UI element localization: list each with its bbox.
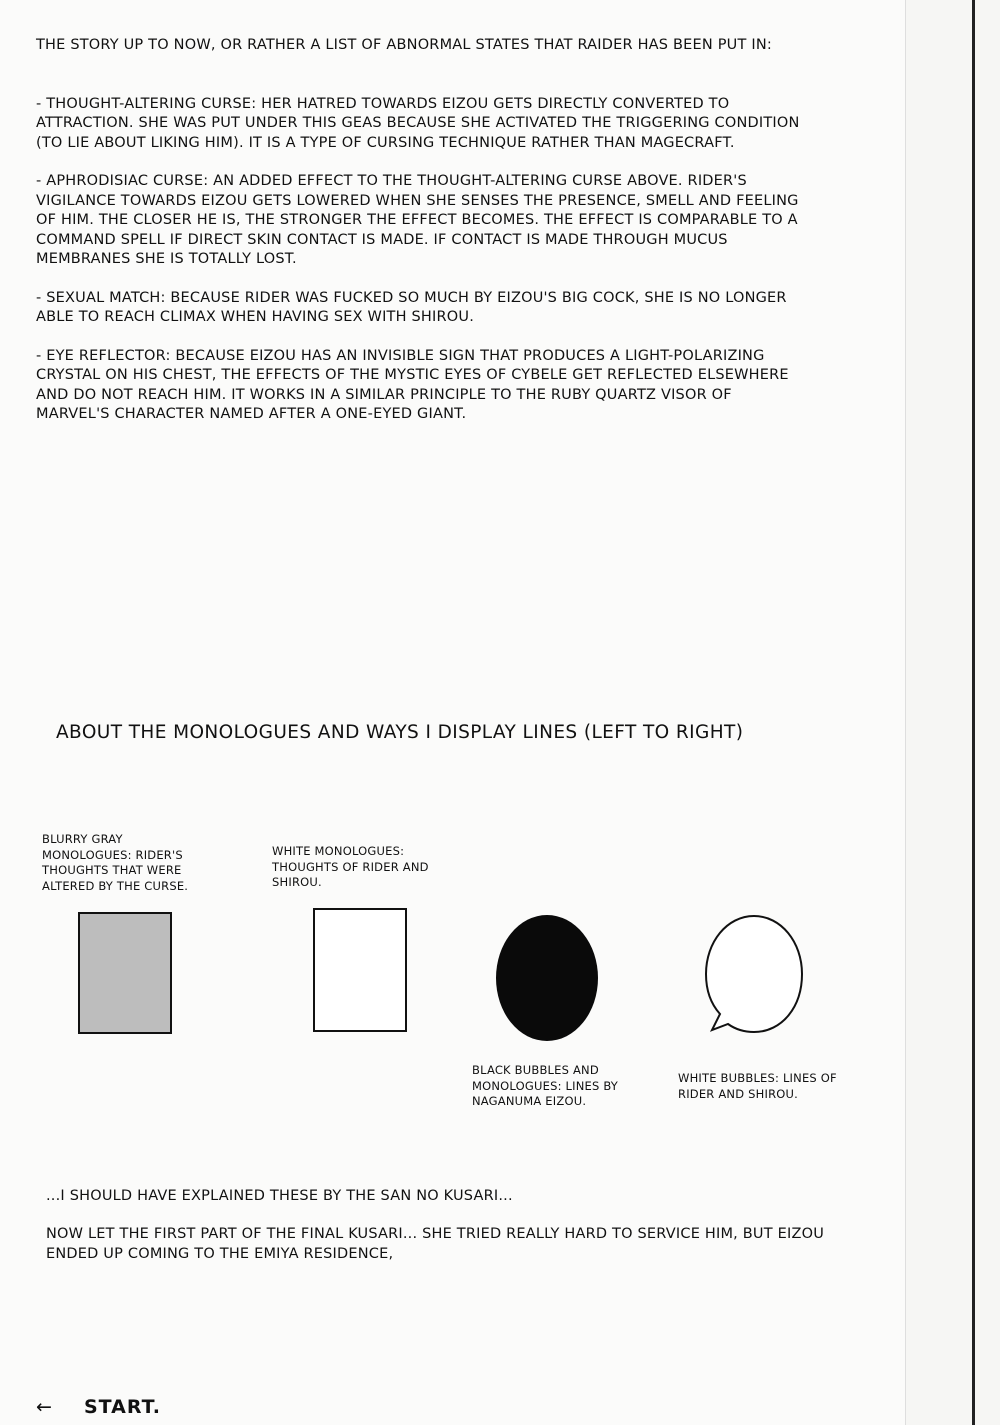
gray-monologue-sample — [78, 912, 172, 1034]
footer-note: ...I SHOULD HAVE EXPLAINED THESE BY THE SAN NO KUSARI... — [46, 1188, 513, 1204]
black-bubble-label: BLACK BUBBLES AND MONOLOGUES: LINES BY NAGANUMA EIZOU. — [472, 1063, 619, 1108]
intro-section — [36, 36, 806, 444]
page-binding-line — [972, 0, 975, 1425]
intro-item: - SEXUAL MATCH: BECAUSE RIDER WAS FUCKED SO MUCH BY EIZOU'S BIG COCK, SHE IS NO LONGER ABLE TO REACH CLIMAX WHEN HAVING SEX WITH SHIROU. — [36, 289, 787, 325]
white-monologue-sample — [313, 908, 407, 1032]
intro-title: THE STORY UP TO NOW, OR RATHER A LIST OF ABNORMAL STATES THAT RAIDER HAS BEEN PUT IN: — [36, 37, 772, 53]
start-marker — [36, 1396, 161, 1418]
intro-item: - THOUGHT-ALTERING CURSE: HER HATRED TOWARDS EIZOU GETS DIRECTLY CONVERTED TO ATTRACTION. SHE WAS PUT UNDER THIS GEAS BECAUSE SHE ACTIVATED THE TRIGGERING CONDITION (TO LIE ABOUT LIKING HIM). IT IS A TYPE OF CURSING TECHNIQUE RATHER THAN MAGECRAFT. — [36, 95, 800, 151]
footer-continuation: NOW LET THE FIRST PART OF THE FINAL KUSARI... SHE TRIED REALLY HARD TO SERVICE HIM, BUT EIZOU ENDED UP COMING TO THE EMIYA RESIDENCE, — [46, 1226, 825, 1262]
legend-heading: ABOUT THE MONOLOGUES AND WAYS I DISPLAY LINES (LEFT TO RIGHT) — [56, 722, 744, 743]
intro-item: - EYE REFLECTOR: BECAUSE EIZOU HAS AN INVISIBLE SIGN THAT PRODUCES A LIGHT-POLARIZING CRYSTAL ON HIS CHEST, THE EFFECTS OF THE MYSTIC EYES OF CYBELE GET REFLECTED ELSEWHERE AND DO NOT REACH HIM. IT WORKS IN A SIMILAR PRINCIPLE TO THE RUBY QUARTZ VISOR OF MARVEL'S CHARACTER NAMED AFTER A ONE-EYED GIANT. — [36, 347, 789, 422]
page-edge — [905, 0, 1000, 1425]
white-speech-bubble-sample — [704, 914, 804, 1038]
black-bubble-sample — [496, 915, 598, 1041]
white-bubble-label: WHITE BUBBLES: LINES OF RIDER AND SHIROU. — [678, 1071, 837, 1101]
start-label: START. — [84, 1396, 161, 1418]
left-arrow-icon: ← — [36, 1396, 53, 1418]
white-monologue-label: WHITE MONOLOGUES: THOUGHTS OF RIDER AND SHIROU. — [272, 844, 429, 889]
intro-item: - APHRODISIAC CURSE: AN ADDED EFFECT TO THE THOUGHT-ALTERING CURSE ABOVE. RIDER'S VIGILANCE TOWARDS EIZOU GETS LOWERED WHEN SHE SENSES THE PRESENCE, SMELL AND FEELING OF HIM. THE CLOSER HE IS, THE STRONGER THE EFFECT BECOMES. THE EFFECT IS COMPARABLE TO A COMMAND SPELL IF DIRECT SKIN CONTACT IS MADE. IF CONTACT IS MADE THROUGH MUCUS MEMBRANES SHE IS TOTALLY LOST. — [36, 173, 799, 267]
gray-monologue-label: BLURRY GRAY MONOLOGUES: RIDER'S THOUGHTS THAT WERE ALTERED BY THE CURSE. — [42, 832, 189, 893]
